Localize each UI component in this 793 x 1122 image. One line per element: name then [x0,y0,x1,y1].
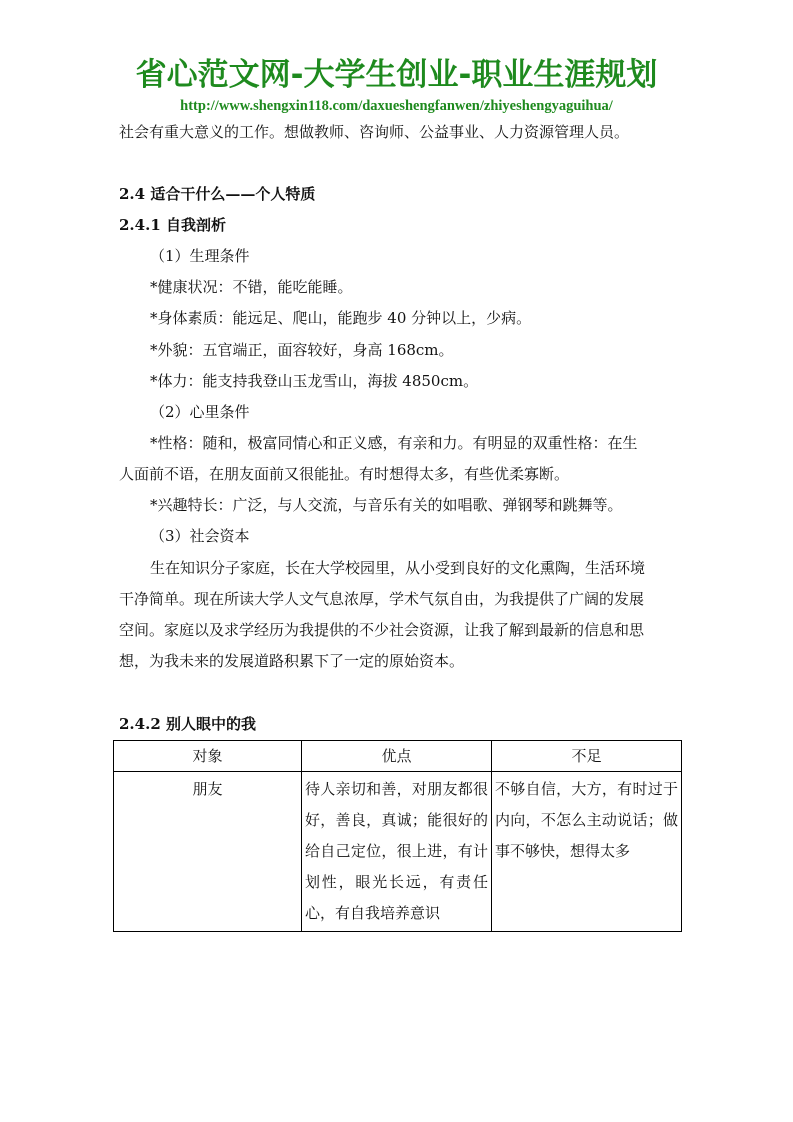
paragraph-line: *外貌：五官端正，面容较好，身高 168cm。 [150,341,454,359]
site-url[interactable]: http://www.shengxin118.com/daxueshengfanwen/zhiyeshengyaguihua/ [180,98,613,114]
column-header-subject: 对象 [114,741,302,772]
paragraph-line: *兴趣特长：广泛，与人交流，与音乐有关的如唱歌、弹钢琴和跳舞等。 [150,496,623,514]
cell-cons: 不够自信，大方，有时过于内向，不怎么主动说话；做事不够快，想得太多 [492,772,682,932]
paragraph-line: 空间。家庭以及求学经历为我提供的不少社会资源，让我了解到最新的信息和思 [119,621,645,639]
table-header-row [114,741,682,772]
paragraph-line: （3）社会资本 [150,527,250,545]
paragraph-line: （1）生理条件 [150,247,250,265]
table-row [114,772,682,932]
paragraph-line: *身体素质：能远足、爬山，能跑步 40 分钟以上，少病。 [150,309,532,327]
paragraph-line: *性格：随和，极富同情心和正义感，有亲和力。有明显的双重性格：在生 [150,434,638,452]
paragraph-line: 人面前不语，在朋友面前又很能扯。有时想得太多，有些优柔寡断。 [119,465,570,483]
paragraph-line: 生在知识分子家庭，长在大学校园里，从小受到良好的文化熏陶，生活环境 [150,559,646,577]
paragraph-line: （2）心里条件 [150,403,250,421]
cell-subject: 朋友 [114,772,302,932]
evaluation-table [113,740,682,932]
section-heading-2-4-2: 2.4.2 别人眼中的我 [119,715,256,733]
paragraph-line: 干净简单。现在所读大学人文气息浓厚，学术气氛自由，为我提供了广阔的发展 [119,590,645,608]
paragraph-line: 社会有重大意义的工作。想做教师、咨询师、公益事业、人力资源管理人员。 [119,123,630,141]
section-heading-2-4-1: 2.4.1 自我剖析 [119,216,226,234]
column-header-cons: 不足 [492,741,682,772]
section-heading-2-4: 2.4 适合干什么——个人特质 [119,185,316,203]
column-header-pros: 优点 [302,741,492,772]
paragraph-line: 想，为我未来的发展道路积累下了一定的原始资本。 [119,652,465,670]
paragraph-line: *体力：能支持我登山玉龙雪山，海拔 4850cm。 [150,372,479,390]
cell-pros: 待人亲切和善，对朋友都很好，善良，真诚；能很好的给自己定位，很上进，有计划性，眼光长远，有责任心，有自我培养意识 [302,772,492,932]
paragraph-line: *健康状况：不错，能吃能睡。 [150,278,353,296]
site-title: 省心范文网-大学生创业-职业生涯规划 [135,57,658,93]
